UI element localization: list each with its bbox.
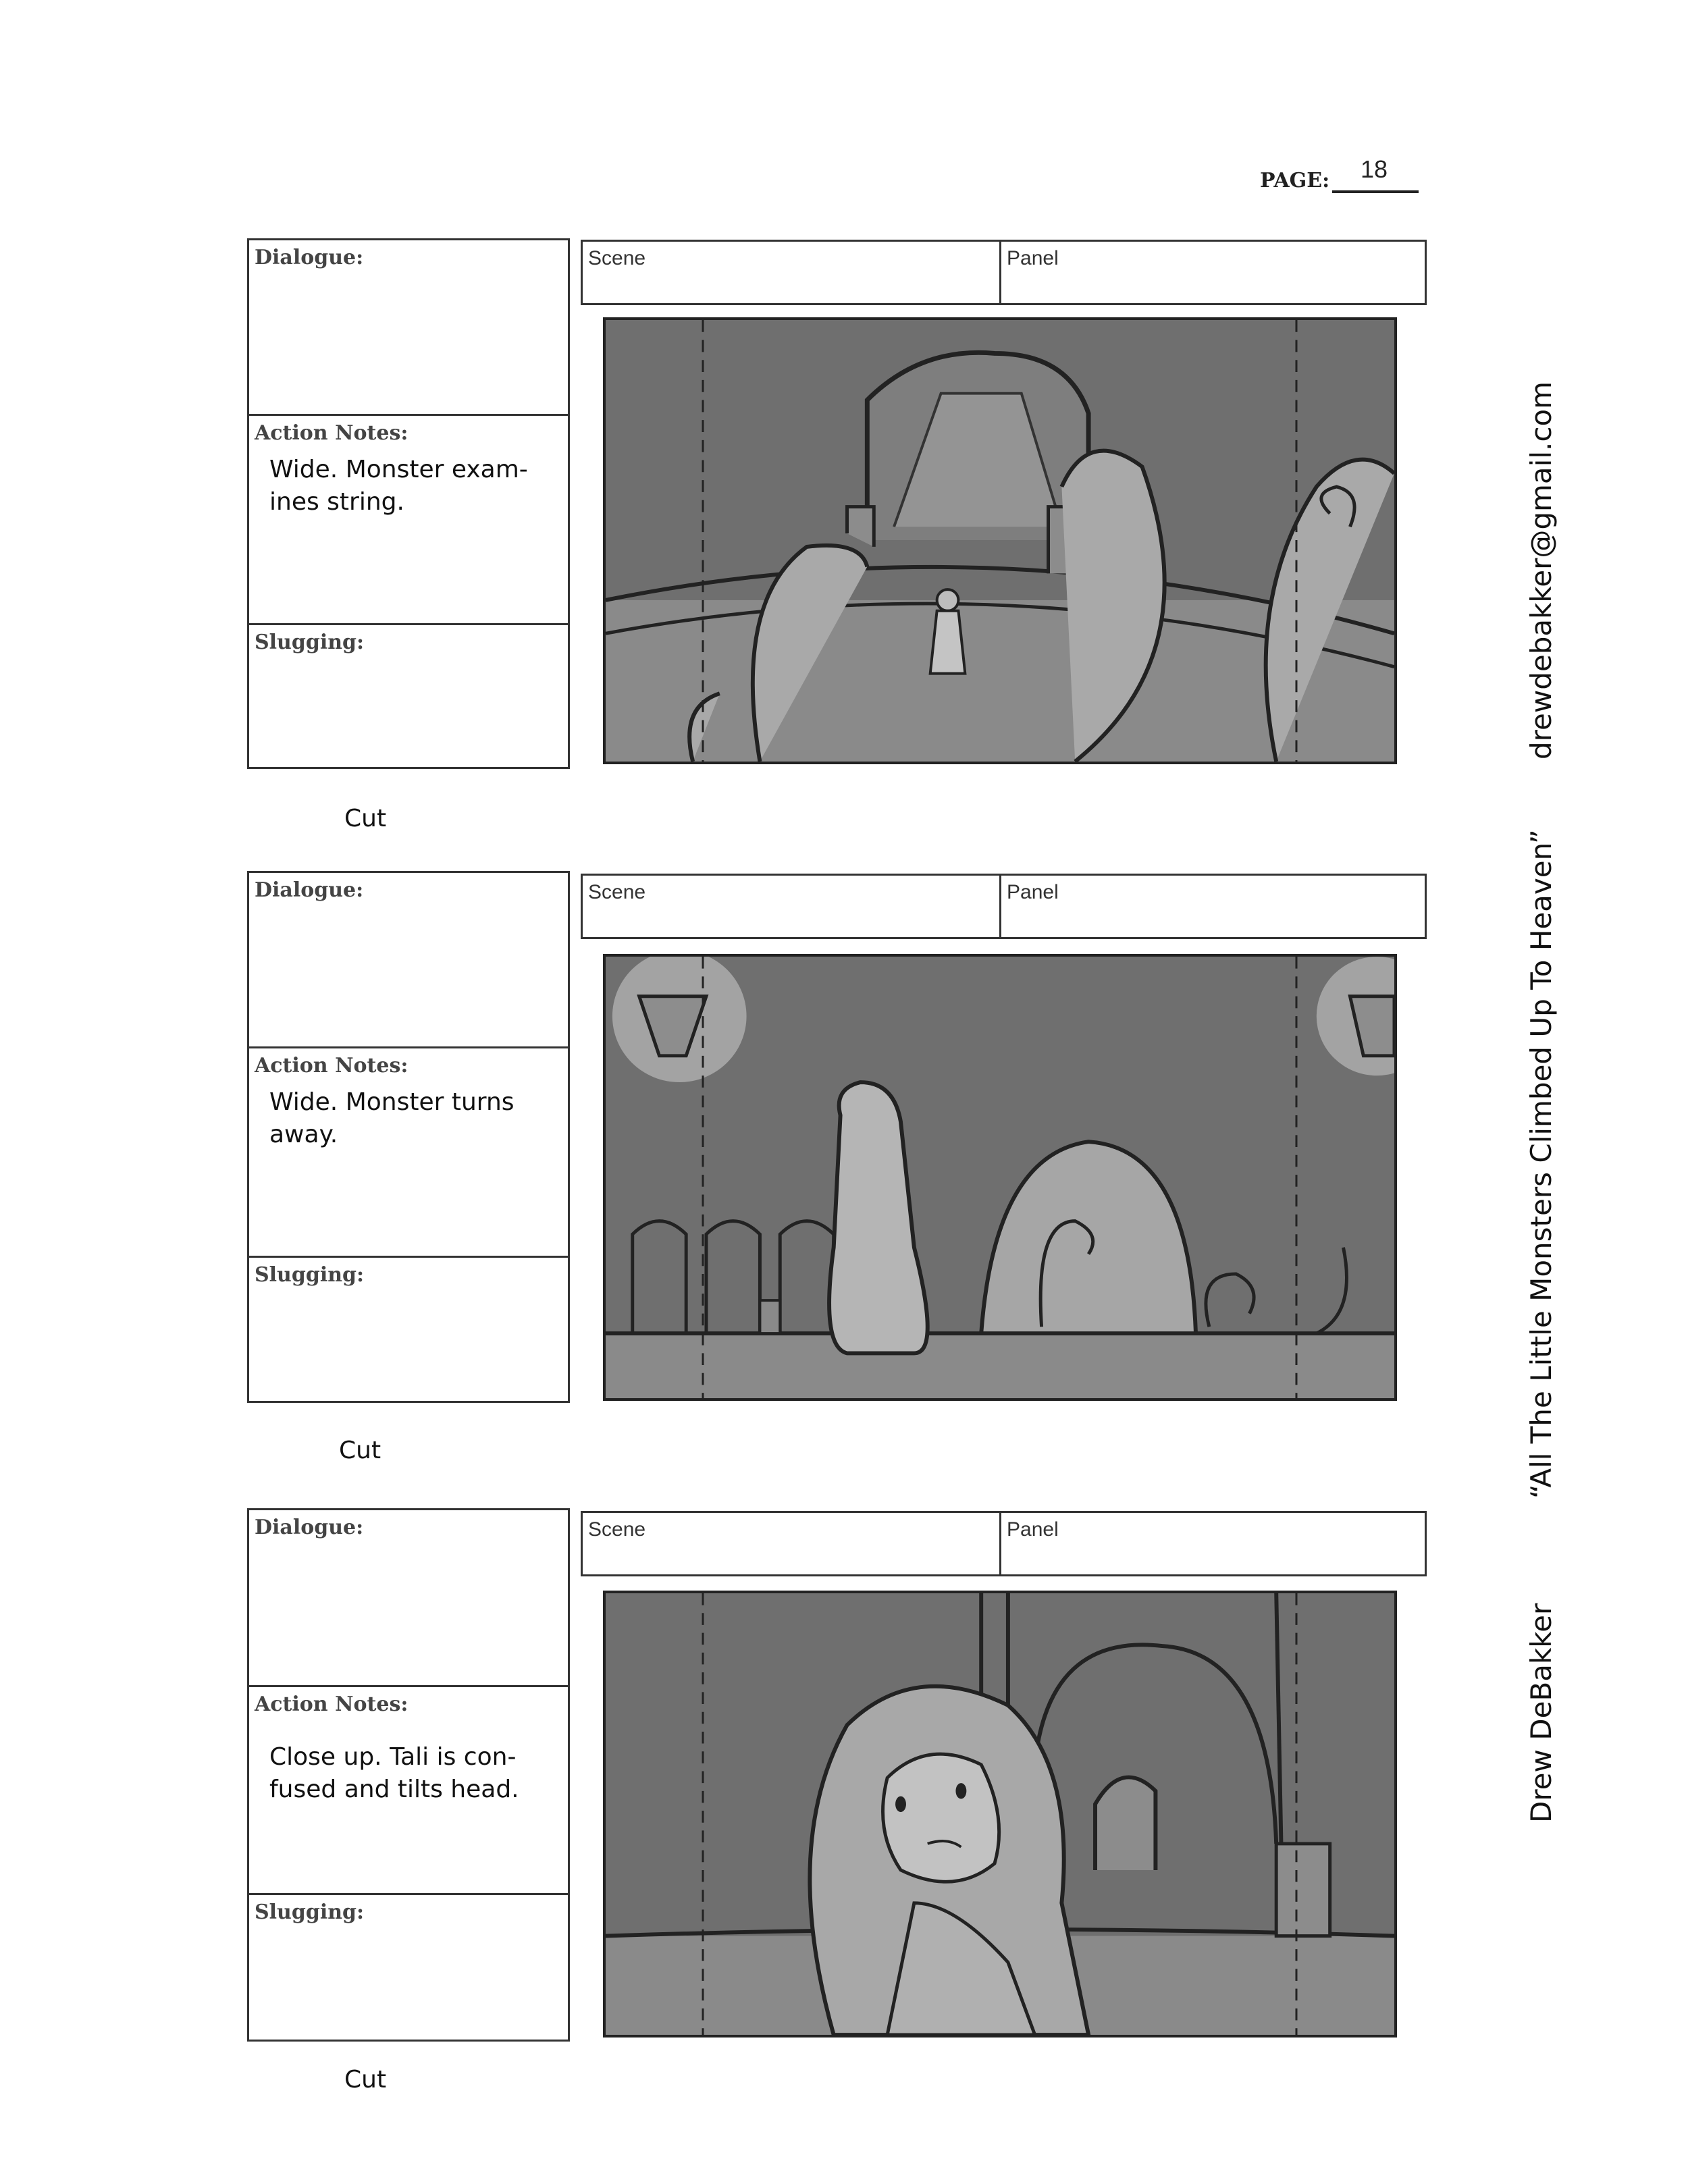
author-email: drewdebakker@gmail.com bbox=[1525, 381, 1558, 760]
slugging-section bbox=[249, 1895, 568, 2040]
panel-label: Panel bbox=[1007, 1518, 1059, 1541]
storyboard-title: “All The Little Monsters Climbed Up To Heaven” bbox=[1525, 829, 1558, 1499]
dialogue-section bbox=[249, 873, 568, 1048]
action-notes-line: fused and tilts head. bbox=[269, 1776, 519, 1803]
panel-label: Panel bbox=[1007, 247, 1059, 269]
action-notes-line: away. bbox=[269, 1121, 338, 1148]
action-notes-text bbox=[269, 1741, 539, 1806]
action-notes-line: Wide. Monster turns bbox=[269, 1088, 515, 1116]
dialogue-label: Dialogue: bbox=[255, 246, 364, 269]
panel-field bbox=[1001, 876, 1425, 937]
dialogue-label: Dialogue: bbox=[255, 1516, 364, 1539]
slugging-label: Slugging: bbox=[255, 1263, 365, 1287]
notes-box bbox=[247, 871, 570, 1403]
scene-field bbox=[583, 1513, 1001, 1574]
slugging-label: Slugging: bbox=[255, 1900, 365, 1924]
scene-panel-header bbox=[581, 874, 1427, 939]
page-label: PAGE: bbox=[1260, 169, 1330, 192]
action-notes-label: Action Notes: bbox=[255, 1693, 408, 1716]
sketch-frame bbox=[603, 954, 1397, 1401]
dialogue-section bbox=[249, 240, 568, 416]
notes-box bbox=[247, 238, 570, 769]
action-notes-label: Action Notes: bbox=[255, 421, 408, 445]
sketch-frame bbox=[603, 317, 1397, 764]
panel-field bbox=[1001, 242, 1425, 303]
action-notes-section bbox=[249, 1048, 568, 1258]
sketch-drawing-wide-hall bbox=[606, 320, 1394, 762]
sketch-drawing-close-up bbox=[606, 1593, 1394, 2035]
transition-label: Cut bbox=[339, 1437, 381, 1464]
action-notes-line: Wide. Monster exam- bbox=[269, 456, 528, 483]
sketch-frame bbox=[603, 1591, 1397, 2037]
page-number-underline bbox=[1332, 190, 1419, 193]
scene-field bbox=[583, 242, 1001, 303]
slugging-section bbox=[249, 625, 568, 767]
action-notes-line: Close up. Tali is con- bbox=[269, 1743, 517, 1771]
author-name: Drew DeBakker bbox=[1525, 1603, 1558, 1823]
action-notes-label: Action Notes: bbox=[255, 1054, 408, 1077]
slugging-label: Slugging: bbox=[255, 631, 365, 654]
action-notes-section bbox=[249, 1687, 568, 1895]
scene-panel-header bbox=[581, 240, 1427, 305]
action-notes-section bbox=[249, 416, 568, 625]
scene-panel-header bbox=[581, 1511, 1427, 1576]
transition-label: Cut bbox=[344, 2066, 387, 2094]
scene-field bbox=[583, 876, 1001, 937]
panel-field bbox=[1001, 1513, 1425, 1574]
action-notes-line: ines string. bbox=[269, 488, 404, 516]
sketch-drawing-monster-turns bbox=[606, 957, 1394, 1398]
panel-label: Panel bbox=[1007, 881, 1059, 903]
notes-box bbox=[247, 1508, 570, 2042]
transition-label: Cut bbox=[344, 805, 387, 832]
dialogue-label: Dialogue: bbox=[255, 878, 364, 902]
dialogue-section bbox=[249, 1510, 568, 1687]
action-notes-text bbox=[269, 454, 539, 518]
slugging-section bbox=[249, 1258, 568, 1401]
scene-label: Scene bbox=[588, 247, 646, 269]
page-number: 18 bbox=[1361, 155, 1388, 183]
scene-label: Scene bbox=[588, 881, 646, 903]
scene-label: Scene bbox=[588, 1518, 646, 1541]
action-notes-text bbox=[269, 1086, 539, 1151]
